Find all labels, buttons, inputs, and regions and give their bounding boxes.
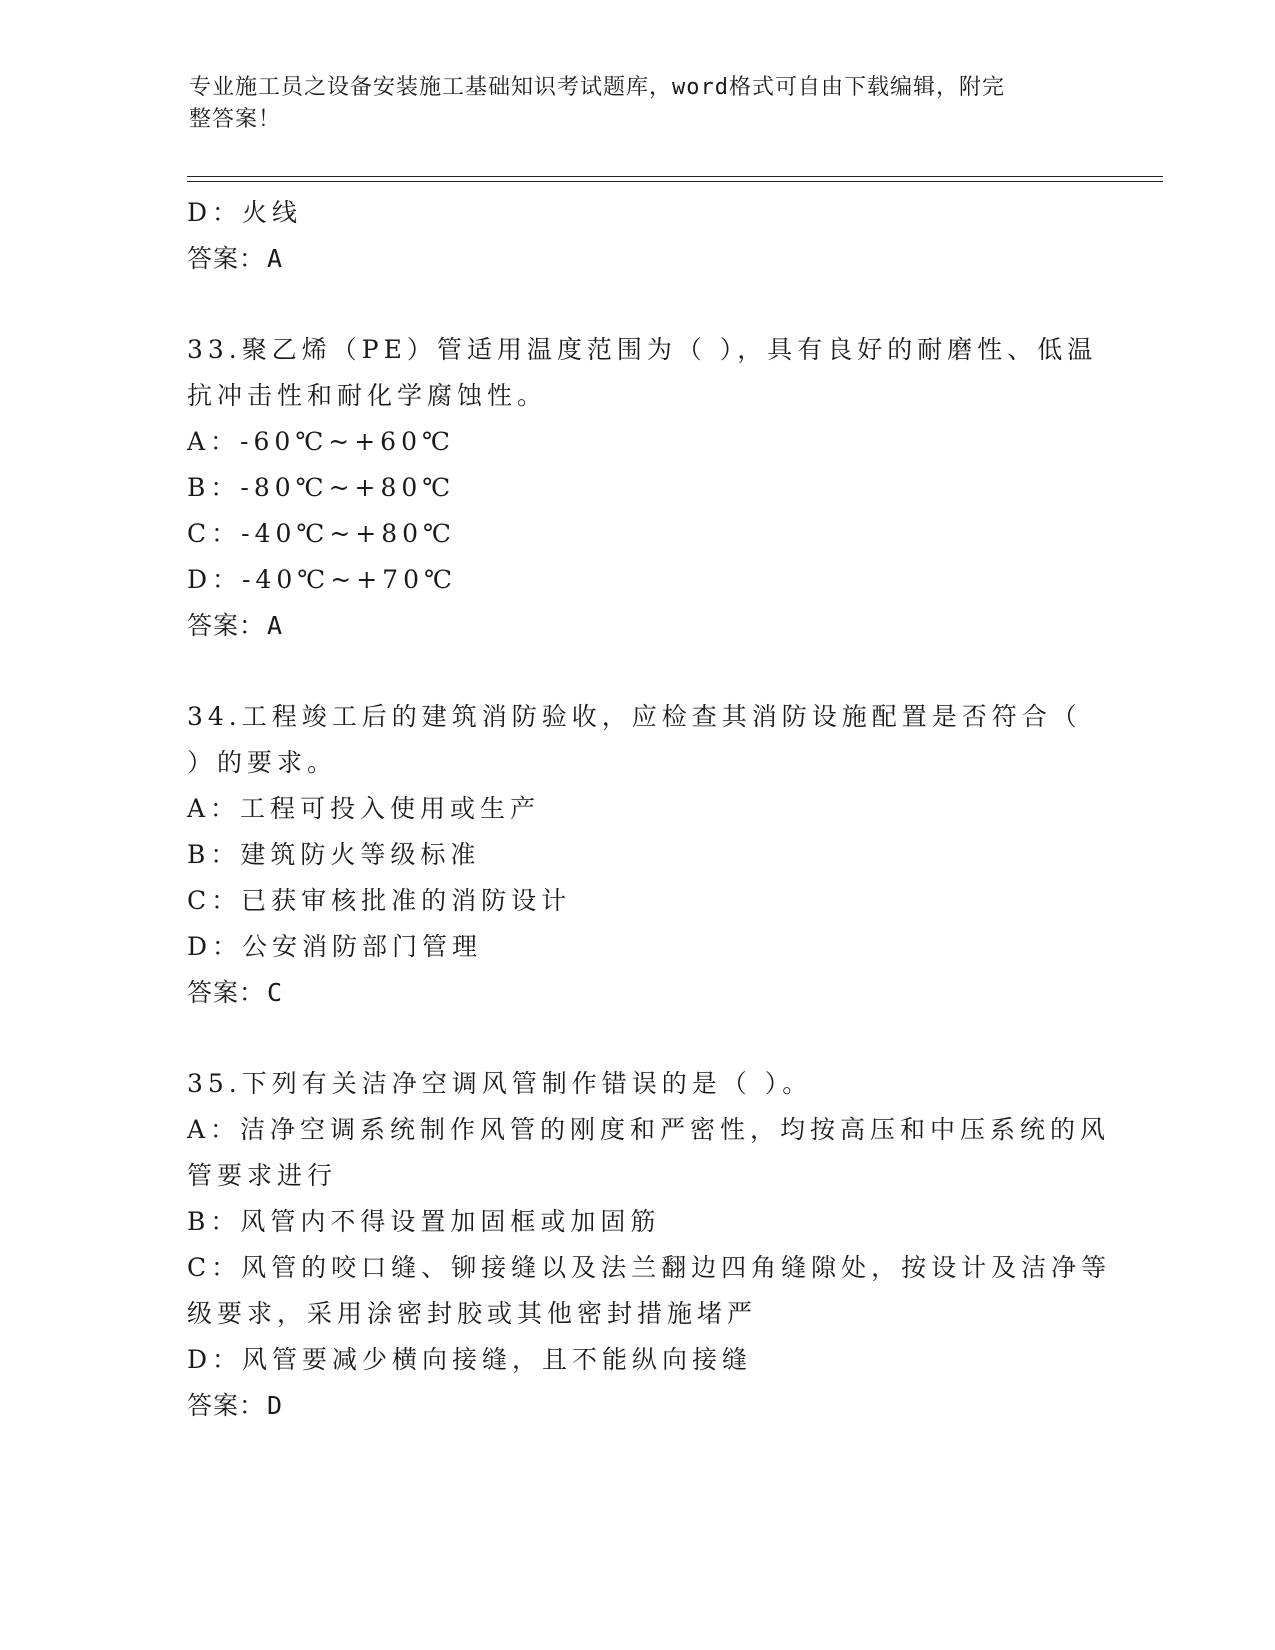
question-stem: 抗冲击性和耐化学腐蚀性。 (187, 381, 548, 410)
option-d: D：风管要减少横向接缝，且不能纵向接缝 (187, 1345, 753, 1374)
option-a-continued: 管要求进行 (187, 1161, 338, 1190)
answer-value: D (267, 1391, 284, 1420)
answer-value: A (267, 611, 284, 640)
option-b: B：风管内不得设置加固框或加固筋 (187, 1207, 661, 1236)
option-b: B：建筑防火等级标准 (187, 840, 481, 869)
answer-label: 答案： (187, 244, 266, 273)
option-b: B：-80℃~+80℃ (187, 473, 456, 502)
question-stem: 35.下列有关洁净空调风管制作错误的是（ ）。 (187, 1069, 813, 1098)
option-c: C：风管的咬口缝、铆接缝以及法兰翻边四角缝隙处，按设计及洁净等 (187, 1253, 1112, 1282)
answer-value: A (267, 244, 284, 273)
option-d: D：公安消防部门管理 (187, 932, 483, 961)
answer-line (187, 603, 1087, 649)
question-stem: ）的要求。 (187, 748, 338, 777)
answer-line (187, 236, 1087, 282)
answer-line (187, 1383, 1087, 1429)
option-c-continued: 级要求，采用涂密封胶或其他密封措施堵严 (187, 1299, 758, 1328)
header-line-1: 专业施工员之设备安装施工基础知识考试题库，word格式可自由下载编辑，附完 (189, 75, 1005, 100)
question-stem: 33.聚乙烯（PE）管适用温度范围为（ ），具有良好的耐磨性、低温 (187, 335, 1098, 364)
option-c: C：已获审核批准的消防设计 (187, 886, 572, 915)
option-d: D：-40℃~+70℃ (187, 565, 457, 594)
answer-value: C (267, 978, 284, 1007)
question-34 (187, 694, 1087, 1016)
option-a: A：-60℃~+60℃ (187, 427, 455, 456)
answer-line (187, 970, 1087, 1016)
answer-label: 答案： (187, 978, 266, 1007)
carryover-block (187, 190, 1087, 282)
header-line-2: 整答案！ (189, 107, 282, 132)
option-d: D：火线 (187, 198, 303, 227)
question-stem: 34.工程竣工后的建筑消防验收，应检查其消防设施配置是否符合（ (187, 702, 1082, 731)
option-a: A：洁净空调系统制作风管的刚度和严密性，均按高压和中压系统的风 (187, 1115, 1111, 1144)
question-33 (187, 327, 1098, 649)
answer-label: 答案： (187, 611, 266, 640)
document-body (187, 190, 1112, 1429)
header-rule-top (187, 176, 1163, 177)
question-35 (187, 1061, 1112, 1429)
page-header (189, 72, 1089, 136)
header-rule-bottom (187, 181, 1163, 182)
option-c: C：-40℃~+80℃ (187, 519, 457, 548)
option-a: A：工程可投入使用或生产 (187, 794, 541, 823)
answer-label: 答案： (187, 1391, 266, 1420)
